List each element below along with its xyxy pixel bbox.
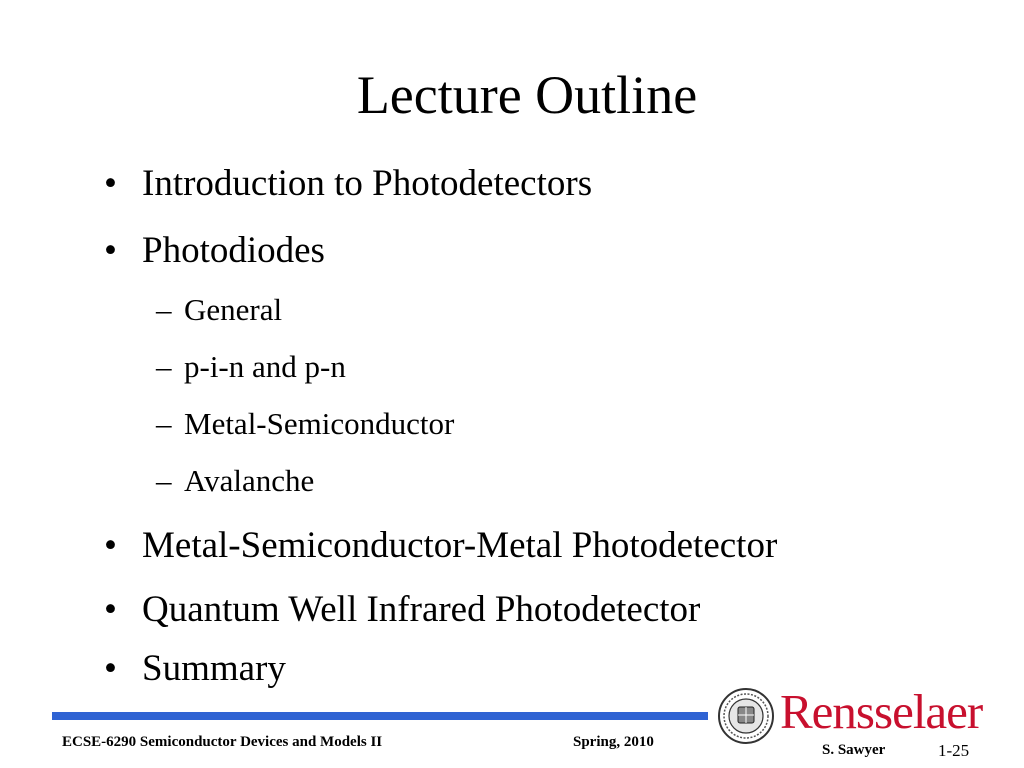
slide-title: Lecture Outline [356,65,698,125]
bullet-marker: • [104,163,117,204]
sub-bullet-marker: – [156,292,172,327]
outline-item-label: Quantum Well Infrared Photodetector [142,589,701,630]
outline-item-label: Summary [142,648,286,689]
footer-page-number: 1-25 [938,741,970,760]
outline-subitem-label: p-i-n and p-n [184,349,346,384]
bullet-marker: • [104,589,117,630]
outline-subitem-pin [156,348,346,386]
rpi-seal-icon [718,688,774,744]
bullet-marker: • [104,525,117,566]
outline-item-label: Introduction to Photodetectors [142,163,593,204]
outline-subitem-avalanche [156,462,314,500]
outline-item-intro [104,162,592,206]
outline-subitem-label: General [184,292,283,327]
outline-subitem-label: Avalanche [184,463,315,498]
footer-course-title: ECSE-6290 Semiconductor Devices and Models II [62,734,383,750]
rensselaer-logo: Rensselaer [780,684,983,739]
bullet-marker: • [104,230,117,271]
outline-item-summary [104,647,286,691]
outline-item-qwip [104,588,700,632]
footer-term: Spring, 2010 [573,734,654,750]
outline-item-label: Photodiodes [142,230,325,271]
sub-bullet-marker: – [156,406,172,441]
outline-subitem-general [156,291,282,329]
outline-item-label: Metal-Semiconductor-Metal Photodetector [142,525,778,566]
footer-divider-bar [52,712,708,720]
outline-subitem-metal-semiconductor [156,405,454,443]
sub-bullet-marker: – [156,349,172,384]
footer-author: S. Sawyer [822,742,886,758]
bullet-marker: • [104,648,117,689]
outline-item-msm [104,524,777,568]
sub-bullet-marker: – [156,463,172,498]
outline-subitem-label: Metal-Semiconductor [184,406,455,441]
outline-item-photodiodes [104,229,325,273]
